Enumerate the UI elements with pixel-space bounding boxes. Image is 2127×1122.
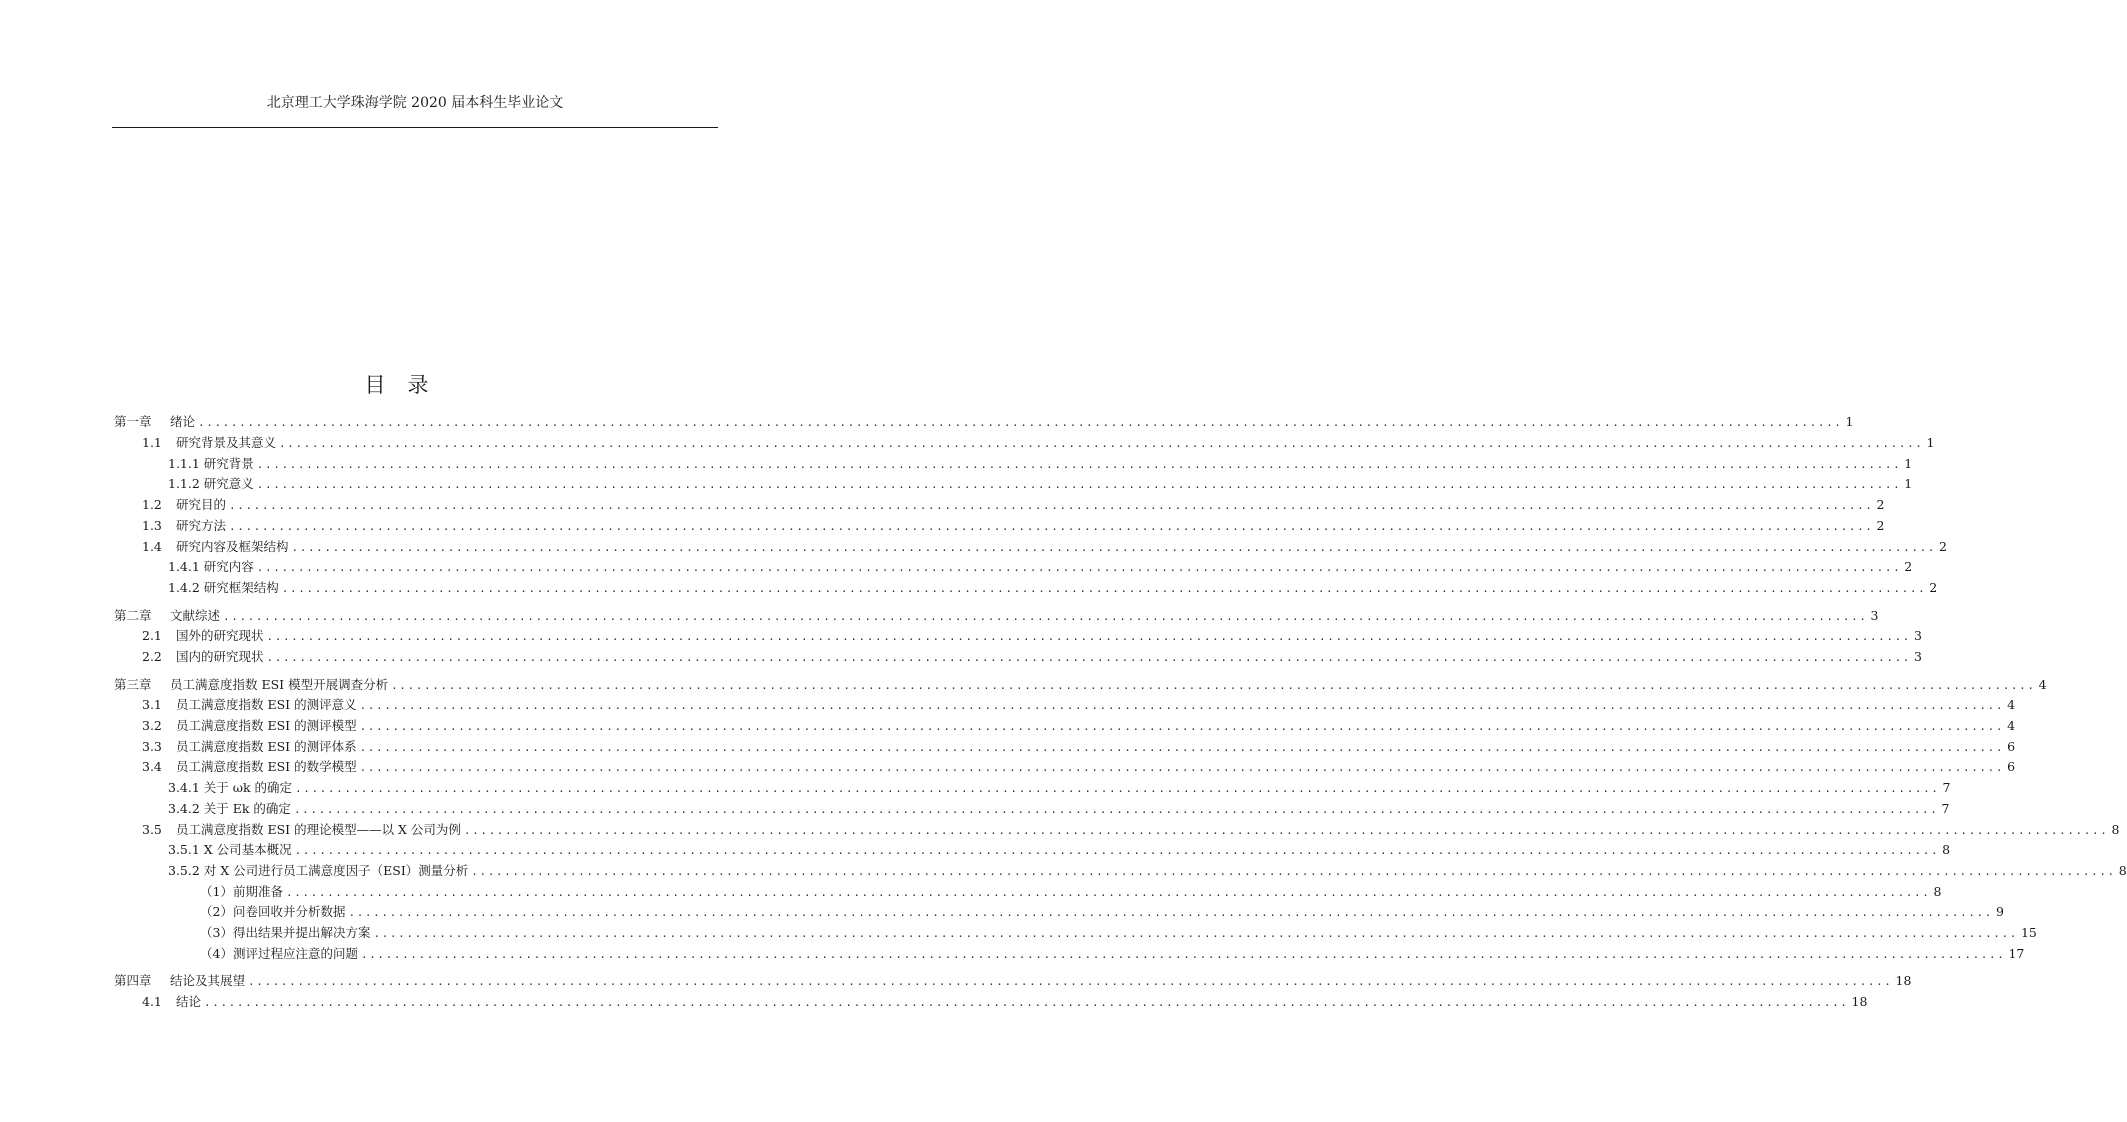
dot-leader: ........................................................................................................................................................................................................ [359, 761, 2005, 774]
toc-entry-page: 2 [1929, 580, 1938, 595]
toc-entry-label [142, 697, 357, 713]
dot-leader: ........................................................................................................................................................................................................ [256, 561, 1902, 574]
dot-leader: ........................................................................................................................................................................................................ [463, 824, 2109, 837]
dot-leader: ........................................................................................................................................................................................................ [294, 844, 1940, 857]
toc-entry-label [168, 559, 254, 575]
toc-entry[interactable] [200, 904, 2004, 921]
toc-entry[interactable] [142, 822, 2120, 839]
toc-entry-page: 7 [1942, 780, 1951, 795]
toc-entry-title: 结论及其展望 [170, 973, 246, 988]
toc-entry[interactable] [168, 842, 1951, 859]
dot-leader: ........................................................................................................................................................................................................ [293, 803, 1939, 816]
toc-entry-page: 1 [1845, 414, 1854, 429]
toc-entry-number: 第一章 [114, 414, 152, 429]
running-header: 北京理工大学珠海学院 2020 届本科生毕业论文 [266, 95, 564, 111]
toc-entry-number: 第三章 [114, 677, 152, 692]
toc-entry-title: （1）前期准备 [200, 884, 283, 899]
toc-entry-number: 2.2 [142, 649, 162, 664]
dot-leader: ........................................................................................................................................................................................................ [291, 541, 1937, 554]
toc-entry-page: 2 [1876, 497, 1885, 512]
toc-entry-label [114, 414, 195, 430]
dot-leader: ........................................................................................................................................................................................................ [266, 651, 1912, 664]
toc-entry-title: 研究内容及框架结构 [176, 539, 289, 554]
toc-entry-title: 员工满意度指数 ESI 模型开展调查分析 [170, 677, 389, 692]
toc-entry-page: 4 [2007, 697, 2016, 712]
toc-entry[interactable] [114, 973, 1912, 990]
toc-entry-page: 17 [2008, 946, 2025, 961]
toc-entry-title: 1.4.1 研究内容 [168, 559, 254, 574]
toc-entry-title: 员工满意度指数 ESI 的测评模型 [176, 718, 357, 733]
toc-entry-number: 3.3 [142, 739, 162, 754]
toc-entry-title: 绪论 [170, 414, 196, 429]
toc-title: 目录 [364, 373, 451, 397]
toc-entry-title: 员工满意度指数 ESI 的测评意义 [176, 697, 357, 712]
toc-entry-page: 15 [2020, 925, 2037, 940]
toc-entry-label [168, 801, 291, 817]
toc-entry[interactable] [142, 718, 2016, 735]
toc-entry[interactable] [142, 697, 2016, 714]
toc-entry-page: 8 [1942, 842, 1951, 857]
toc-entry[interactable] [168, 456, 1913, 473]
toc-entry-title: （2）问卷回收并分析数据 [200, 904, 346, 919]
dot-leader: ........................................................................................................................................................................................................ [256, 458, 1902, 471]
toc-entry-label [142, 628, 264, 644]
dot-leader: ........................................................................................................................................................................................................ [360, 948, 2006, 961]
toc-entry-title: 文献综述 [170, 608, 221, 623]
toc-entry-page: 2 [1939, 539, 1947, 554]
dot-leader: ........................................................................................................................................................................................................ [248, 975, 1893, 988]
toc-entry-label [142, 649, 264, 665]
toc-entry-page: 2 [1904, 559, 1913, 574]
toc-entry-title: 3.5.1 X 公司基本概况 [168, 842, 292, 857]
dot-leader: ........................................................................................................................................................................................................ [279, 437, 1924, 450]
toc-entry-title: 3.5.2 对 X 公司进行员工满意度因子（ESI）测量分析 [168, 863, 469, 878]
toc-entry-page: 1 [1904, 476, 1913, 491]
dot-leader: ........................................................................................................................................................................................................ [391, 679, 2036, 692]
toc-entry-label [168, 580, 279, 596]
toc-entry[interactable] [114, 608, 1879, 625]
dot-leader: ........................................................................................................................................................................................................ [285, 886, 1931, 899]
toc-entry[interactable] [142, 435, 1935, 452]
toc-entry-label [142, 518, 226, 534]
toc-entry-number: 2.1 [142, 628, 162, 643]
toc-entry-title: 员工满意度指数 ESI 的数学模型 [176, 759, 357, 774]
toc-entry-label [142, 435, 276, 451]
dot-leader: ........................................................................................................................................................................................................ [359, 699, 2005, 712]
toc-entry-label [142, 497, 226, 513]
dot-leader: ........................................................................................................................................................................................................ [266, 630, 1912, 643]
toc-entry-page: 9 [1995, 904, 2004, 919]
toc-entry-title: 国内的研究现状 [176, 649, 264, 664]
toc-entry-label [114, 608, 220, 624]
toc-entry-page: 3 [1914, 649, 1922, 664]
dot-leader: ........................................................................................................................................................................................................ [229, 520, 1874, 533]
toc-entry-title: 3.4.1 关于 ωk 的确定 [168, 780, 292, 795]
toc-entry[interactable] [114, 414, 1854, 431]
toc-entry-title: （3）得出结果并提出解决方案 [200, 925, 371, 940]
dot-leader: ........................................................................................................................................................................................................ [204, 996, 1849, 1009]
toc-entry-number: 3.5 [142, 822, 162, 837]
toc-entry[interactable] [168, 863, 2127, 880]
toc-entry-title: 研究目的 [176, 497, 227, 512]
toc-entry-label [200, 884, 283, 900]
toc-entry-page: 1 [1904, 456, 1913, 471]
toc-entry-page: 7 [1941, 801, 1950, 816]
toc-entry-number: 3.4 [142, 759, 162, 774]
toc-entry-label [142, 539, 289, 555]
toc-entry-label [142, 718, 357, 734]
toc-entry-page: 3 [1914, 628, 1922, 643]
toc-entry[interactable] [168, 801, 1950, 818]
toc-entry-page: 6 [2007, 739, 2016, 754]
toc-entry[interactable] [168, 476, 1913, 493]
toc-entry-page: 18 [1851, 994, 1868, 1009]
toc-entry[interactable] [200, 884, 1942, 901]
toc-entry-label [200, 904, 345, 920]
toc-entry-page: 3 [1870, 608, 1879, 623]
toc-entry-page: 8 [2118, 863, 2127, 878]
dot-leader: ........................................................................................................................................................................................................ [198, 416, 1843, 429]
toc-entry[interactable] [142, 649, 1922, 666]
toc-entry-number: 4.1 [142, 994, 162, 1009]
toc-entry-label [200, 925, 370, 941]
toc-entry-label [142, 994, 201, 1010]
dot-leader: ........................................................................................................................................................................................................ [359, 741, 2005, 754]
toc-entry-title: 国外的研究现状 [176, 628, 264, 643]
dot-leader: ........................................................................................................................................................................................................ [471, 865, 2116, 878]
toc-entry[interactable] [200, 925, 2037, 942]
toc-entry[interactable] [168, 580, 1938, 597]
dot-leader: ........................................................................................................................................................................................................ [223, 610, 1868, 623]
toc-entry[interactable] [114, 677, 2047, 694]
toc-entry-title: 1.1.2 研究意义 [168, 476, 254, 491]
dot-leader: ........................................................................................................................................................................................................ [373, 927, 2018, 940]
dot-leader: ........................................................................................................................................................................................................ [229, 499, 1874, 512]
toc-entry[interactable] [142, 994, 1868, 1011]
toc-entry-title: （4）测评过程应注意的问题 [200, 946, 358, 961]
toc-entry-page: 6 [2007, 759, 2016, 774]
toc-entry-label [200, 946, 358, 962]
toc-entry-page: 2 [1876, 518, 1885, 533]
toc-entry-title: 员工满意度指数 ESI 的理论模型——以 X 公司为例 [176, 822, 461, 837]
toc-entry-number: 1.2 [142, 497, 162, 512]
toc-entry-label [168, 476, 254, 492]
toc-entry-label [142, 759, 357, 775]
toc-entry-number: 第四章 [114, 973, 152, 988]
dot-leader: ........................................................................................................................................................................................................ [348, 906, 1993, 919]
toc-entry-label [168, 842, 292, 858]
toc-entry-title: 员工满意度指数 ESI 的测评体系 [176, 739, 357, 754]
toc-entry-page: 1 [1926, 435, 1935, 450]
toc-entry-title: 1.1.1 研究背景 [168, 456, 254, 471]
toc-entry[interactable] [168, 780, 1951, 797]
toc-entry[interactable] [142, 497, 1885, 514]
toc-entry[interactable] [142, 628, 1922, 645]
toc-entry-title: 结论 [176, 994, 202, 1009]
toc-entry[interactable] [142, 739, 2016, 756]
toc-entry-number: 1.4 [142, 539, 162, 554]
toc-entry-number: 3.1 [142, 697, 162, 712]
toc-entry-label [168, 456, 254, 472]
toc-entry-page: 4 [2038, 677, 2047, 692]
toc-entry-number: 第二章 [114, 608, 152, 623]
toc-entry[interactable] [142, 518, 1885, 535]
toc-entry-label [142, 822, 461, 838]
toc-entry-label [168, 780, 292, 796]
toc-entry-label [142, 739, 357, 755]
toc-entry[interactable] [142, 759, 2016, 776]
toc-entry-label [114, 677, 388, 693]
toc-entry-label [114, 973, 245, 989]
dot-leader: ........................................................................................................................................................................................................ [281, 582, 1927, 595]
toc-entry[interactable] [168, 559, 1913, 576]
toc-entry-page: 8 [2111, 822, 2120, 837]
toc-entry-page: 8 [1933, 884, 1942, 899]
toc-entry[interactable] [142, 539, 1947, 556]
toc-entry-title: 3.4.2 关于 Ek 的确定 [168, 801, 291, 816]
toc-entry-number: 1.1 [142, 435, 162, 450]
toc-entry-number: 1.3 [142, 518, 162, 533]
header-divider [112, 127, 718, 128]
toc-entry-title: 研究背景及其意义 [176, 435, 277, 450]
toc-entry[interactable] [200, 946, 2025, 963]
toc-entry-number: 3.2 [142, 718, 162, 733]
dot-leader: ........................................................................................................................................................................................................ [256, 478, 1902, 491]
toc-entry-page: 4 [2007, 718, 2016, 733]
toc-entry-page: 18 [1895, 973, 1912, 988]
dot-leader: ........................................................................................................................................................................................................ [359, 720, 2005, 733]
toc-entry-title: 研究方法 [176, 518, 227, 533]
toc-entry-label [168, 863, 468, 879]
toc-entry-title: 1.4.2 研究框架结构 [168, 580, 279, 595]
dot-leader: ........................................................................................................................................................................................................ [295, 782, 1940, 795]
